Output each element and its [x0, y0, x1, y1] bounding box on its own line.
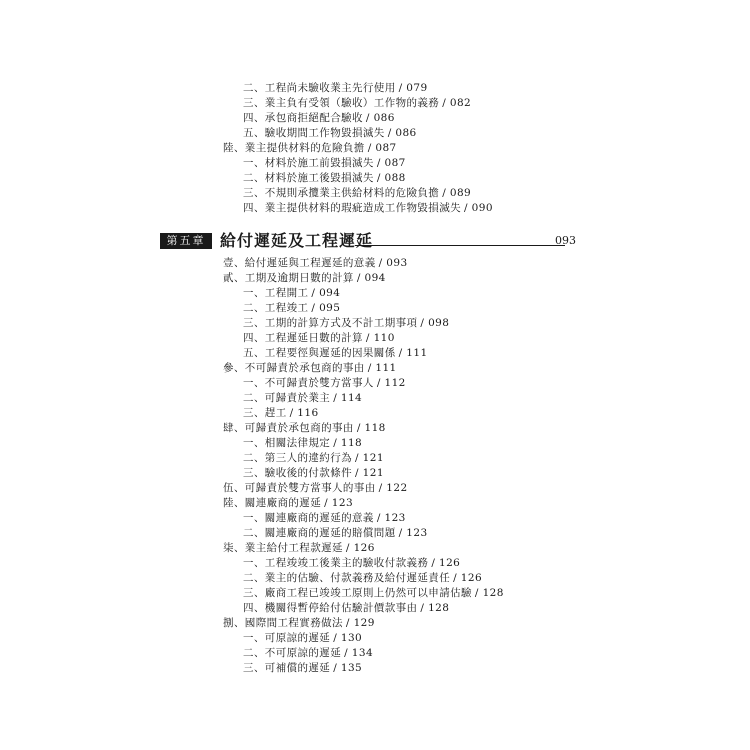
toc-entry	[223, 496, 353, 510]
toc-entry-text: 一、工程開工	[243, 287, 309, 299]
toc-entry-page: / 086	[387, 127, 417, 139]
toc-entry-text: 五、驗收期間工作物毀損滅失	[243, 127, 385, 139]
toc-entry-page: / 123	[376, 512, 406, 524]
toc-entry	[243, 451, 384, 465]
toc-entry	[243, 316, 449, 330]
toc-entry-text: 二、關連廠商的遲延的賠償問題	[243, 527, 396, 539]
toc-entry-page: / 079	[398, 82, 428, 94]
toc-entry-text: 肆、可歸責於承包商的事由	[223, 422, 354, 434]
toc-entry	[223, 361, 397, 375]
toc-entry-text: 三、可補償的遲延	[243, 662, 331, 674]
toc-entry-text: 三、業主負有受領（驗收）工作物的義務	[243, 97, 440, 109]
toc-entry	[243, 346, 428, 360]
toc-entry-page: / 098	[420, 317, 450, 329]
toc-entry-page: / 087	[376, 157, 406, 169]
toc-entry	[243, 631, 362, 645]
toc-entry-page: / 126	[345, 542, 375, 554]
toc-entry-page: / 112	[376, 377, 406, 389]
toc-entry-page: / 118	[333, 437, 363, 449]
toc-entry-page: / 087	[367, 142, 397, 154]
toc-entry-page: / 121	[355, 452, 384, 464]
toc-entry-page: / 123	[324, 497, 354, 509]
toc-entry-text: 一、相關法律規定	[243, 437, 331, 449]
toc-entry	[243, 526, 428, 540]
toc-entry-page: / 122	[378, 482, 408, 494]
toc-entry	[243, 286, 340, 300]
toc-entry-page: / 121	[355, 467, 384, 479]
toc-entry	[243, 466, 384, 480]
toc-entry	[223, 541, 375, 555]
toc-entry-text: 四、承包商拒絕配合驗收	[243, 112, 363, 124]
toc-entry	[243, 186, 471, 200]
chapter-page: 093	[555, 234, 576, 247]
toc-entry	[243, 126, 417, 140]
toc-entry-text: 二、工程竣工	[243, 302, 309, 314]
toc-entry-text: 二、工程尚未驗收業主先行使用	[243, 82, 396, 94]
toc-entry-page: / 082	[442, 97, 472, 109]
toc-entry	[243, 406, 319, 420]
toc-entry	[243, 156, 406, 170]
chapter-title: 給付遲延及工程遲延	[220, 231, 374, 250]
toc-entry	[243, 376, 406, 390]
toc-entry-page: / 116	[289, 407, 319, 419]
toc-entry-text: 伍、可歸責於雙方當事人的事由	[223, 482, 376, 494]
toc-entry	[243, 81, 428, 95]
toc-entry-text: 一、材料於施工前毀損滅失	[243, 157, 374, 169]
toc-entry	[243, 201, 493, 215]
toc-entry-page: / 128	[474, 587, 504, 599]
toc-entry-page: / 128	[420, 602, 450, 614]
toc-entry-text: 一、關連廠商的遲延的意義	[243, 512, 374, 524]
toc-entry-text: 一、工程竣竣工後業主的驗收付款義務	[243, 557, 429, 569]
toc-entry-text: 一、可原諒的遲延	[243, 632, 331, 644]
toc-entry-page: / 093	[378, 257, 408, 269]
toc-entry-text: 四、工程遲延日數的計算	[243, 332, 363, 344]
toc-entry	[223, 421, 386, 435]
toc-entry-text: 二、可歸責於業主	[243, 392, 331, 404]
toc-entry-text: 一、不可歸責於雙方當事人	[243, 377, 374, 389]
toc-entry	[243, 571, 482, 585]
toc-entry-text: 二、第三人的違約行為	[243, 452, 352, 464]
toc-entry-page: / 126	[453, 572, 483, 584]
toc-entry-text: 四、業主提供材料的瑕疵造成工作物毀損滅失	[243, 202, 461, 214]
toc-entry-page: / 114	[333, 392, 363, 404]
toc-entry-page: / 094	[311, 287, 341, 299]
toc-entry-page: / 129	[345, 617, 375, 629]
toc-entry-page: / 111	[398, 347, 428, 359]
toc-entry-page: / 086	[365, 112, 395, 124]
toc-entry-text: 捌、國際間工程實務做法	[223, 617, 343, 629]
toc-entry-page: / 135	[333, 662, 363, 674]
toc-entry	[243, 661, 362, 675]
toc-entry	[243, 436, 362, 450]
toc-entry-text: 二、不可原諒的遲延	[243, 647, 342, 659]
toc-entry	[243, 171, 406, 185]
toc-entry	[223, 141, 397, 155]
toc-entry	[243, 556, 460, 570]
toc-entry-text: 壹、給付遲延與工程遲延的意義	[223, 257, 376, 269]
chapter-heading	[160, 231, 580, 251]
chapter-leader-rule	[355, 245, 565, 246]
toc-entry-text: 貳、工期及逾期日數的計算	[223, 272, 354, 284]
toc-entry	[243, 391, 362, 405]
toc-entry	[243, 331, 395, 345]
toc-entry-page: / 126	[431, 557, 461, 569]
toc-entry	[243, 96, 471, 110]
toc-entry-text: 三、工期的計算方式及不計工期事項	[243, 317, 418, 329]
toc-entry	[223, 481, 408, 495]
toc-entry-text: 陸、業主提供材料的危險負擔	[223, 142, 365, 154]
toc-entry-page: / 095	[311, 302, 341, 314]
toc-entry-page: / 089	[442, 187, 472, 199]
chapter-badge: 第五章	[160, 233, 212, 249]
toc-entry-text: 四、機關得暫停給付估驗計價款事由	[243, 602, 418, 614]
toc-entry-text: 三、廠商工程已竣竣工原則上仍然可以申請估驗	[243, 587, 472, 599]
toc-entry-text: 柒、業主給付工程款遲延	[223, 542, 343, 554]
toc-entry	[243, 511, 406, 525]
toc-entry-page: / 130	[333, 632, 363, 644]
toc-entry	[243, 586, 504, 600]
toc-entry	[243, 301, 340, 315]
toc-entry-text: 三、不規則承攬業主供給材料的危險負擔	[243, 187, 440, 199]
toc-entry-page: / 118	[356, 422, 386, 434]
toc-entry-page: / 094	[356, 272, 386, 284]
toc-entry-text: 二、材料於施工後毀損滅失	[243, 172, 374, 184]
toc-entry-page: / 110	[365, 332, 395, 344]
toc-entry-text: 三、驗收後的付款條件	[243, 467, 352, 479]
toc-entry-page: / 111	[367, 362, 397, 374]
toc-entry	[243, 111, 395, 125]
toc-entry-text: 二、業主的估驗、付款義務及給付遲延責任	[243, 572, 451, 584]
toc-entry	[243, 601, 449, 615]
toc-entry-text: 參、不可歸責於承包商的事由	[223, 362, 365, 374]
toc-entry-text: 五、工程要徑與遲延的因果關係	[243, 347, 396, 359]
toc-entry-page: / 134	[344, 647, 374, 659]
toc-entry	[223, 616, 375, 630]
toc-entry-page: / 088	[376, 172, 406, 184]
toc-entry-text: 三、趕工	[243, 407, 287, 419]
toc-entry	[223, 256, 408, 270]
toc-entry	[223, 271, 386, 285]
toc-entry-text: 陸、關連廠商的遲延	[223, 497, 322, 509]
toc-entry-page: / 090	[464, 202, 493, 214]
toc-entry	[243, 646, 373, 660]
toc-entry-page: / 123	[398, 527, 428, 539]
